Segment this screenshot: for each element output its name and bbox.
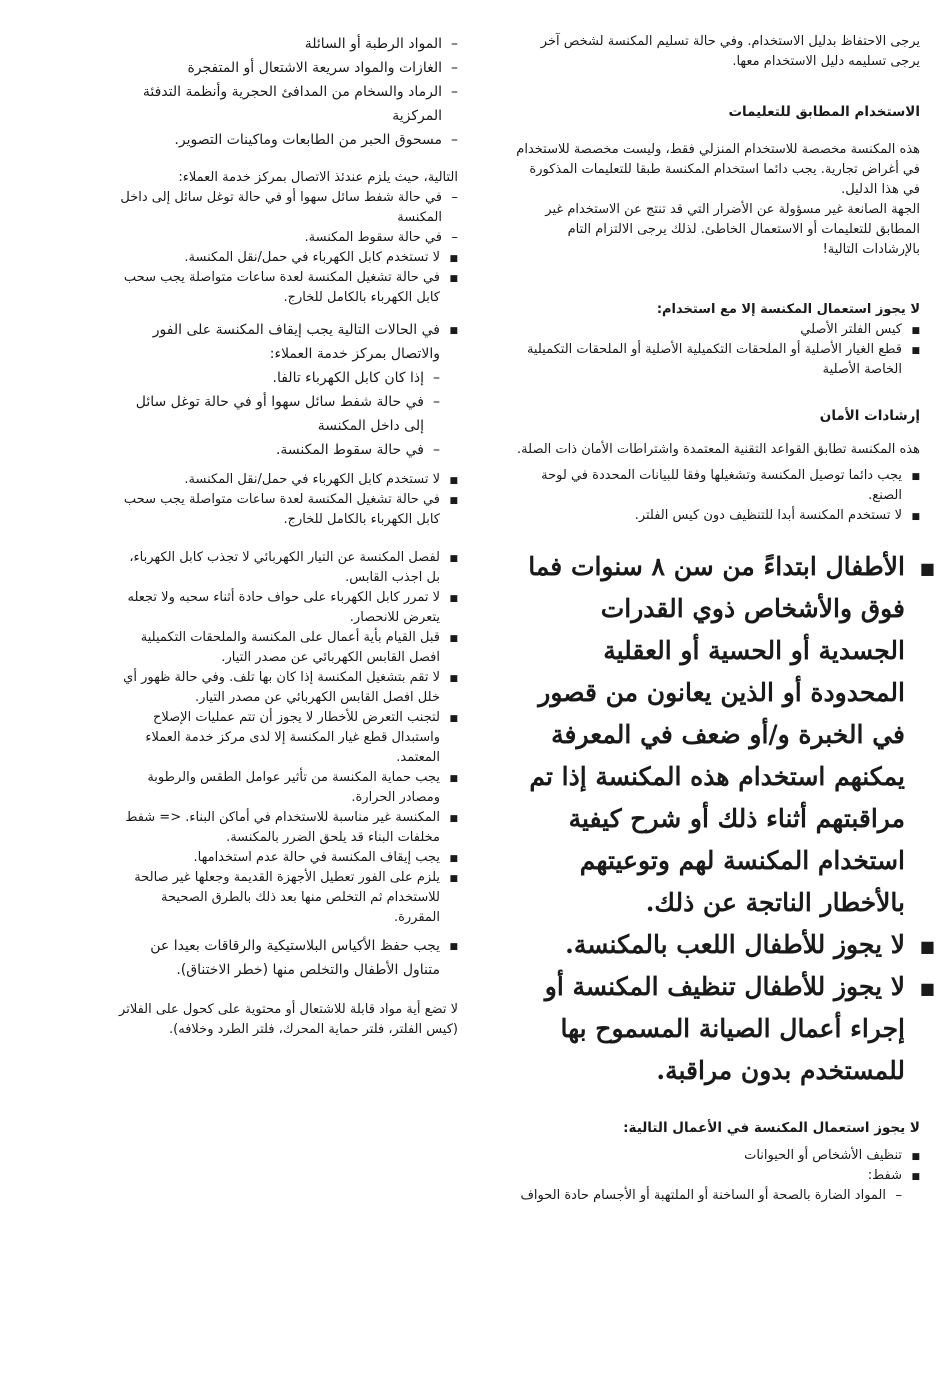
list-item: ■ قبل القيام بأية أعمال على المكنسة والملحقات التكميلية افصل القابس الكهربائي عن مصدر التيار. — [120, 628, 458, 668]
intro-paragraph: يرجى الاحتفاظ بدليل الاستخدام. وفي حالة تسليم المكنسة لشخص آخر يرجى تسليمه دليل الاستخدام معها. — [540, 34, 920, 69]
list-item: – الرماد والسخام من المدافئ الحجرية وأنظمة التدفئة المركزية — [120, 80, 458, 128]
list-item: ■ يجب إيقاف المكنسة في حالة عدم استخدامها. — [120, 848, 458, 868]
cable-list-1 — [120, 248, 458, 308]
safety-list — [515, 466, 920, 526]
safety-paragraph: هذه المكنسة تطابق القواعد التقنية المعتمدة واشتراطات الأمان ذات الصلة. — [517, 442, 920, 457]
stop-cases-list — [120, 318, 458, 462]
plastic-bags-list — [120, 934, 458, 982]
list-item: ■ لا تقم بتشغيل المكنسة إذا كان بها تلف. وفي حالة ظهور أي خلل افصل القابس الكهربائي عن مصدر التيار. — [120, 668, 458, 708]
left-column — [120, 32, 458, 1040]
list-item: ■ لا تمرر كابل الكهرباء على حواف حادة أثناء سحبه ولا تجعله يتعرض للانحصار. — [120, 588, 458, 628]
list-item: ■ قطع الغيار الأصلية أو الملحقات التكميلية الأصلية أو الملحقات التكميلية الخاصة الأصلية — [515, 340, 920, 380]
list-item: – في حالة شفط سائل سهوا أو في حالة توغل سائل إلى داخل المكنسة — [120, 188, 458, 228]
cable-list-2 — [120, 470, 458, 530]
list-item: ■ لا تستخدم كابل الكهرباء في حمل/نقل المكنسة. — [120, 470, 458, 490]
list-item: – الغازات والمواد سريعة الاشتعال أو المتفجرة — [120, 56, 458, 80]
list-item: ■ يلزم على الفور تعطيل الأجهزة القديمة وجعلها غير صالحة للاستخدام ثم التخلص منها بعد ذلك بالطرق الصحيحة المقررة. — [120, 868, 458, 928]
list-item: ■ في حالة تشغيل المكنسة لعدة ساعات متواصلة يجب سحب كابل الكهرباء بالكامل للخارج. — [120, 268, 458, 308]
stop-cases-sublist — [120, 366, 440, 462]
only-with-heading: لا يجوز استعمال المكنسة إلا مع استخدام: — [656, 302, 920, 317]
stop-cases-text: في الحالات التالية يجب إيقاف المكنسة على الفور والاتصال بمركز خدمة العملاء: — [152, 322, 440, 362]
list-item: ■ كيس الفلتر الأصلي — [515, 320, 920, 340]
proper-use-heading: الاستخدام المطابق للتعليمات — [728, 104, 920, 120]
continued-paragraph: التالية، حيث يلزم عندئذ الاتصال بمركز خدمة العملاء: — [178, 170, 458, 185]
not-for-heading: لا يجوز استعمال المكنسة في الأعمال التالية: — [623, 1120, 920, 1136]
list-item: ■ المكنسة غير مناسبة للاستخدام في أماكن البناء. <= شفط مخلفات البناء قد يلحق الضرر بالمكنسة. — [120, 808, 458, 848]
list-item: – إذا كان كابل الكهرباء تالفا. — [120, 366, 440, 390]
suction-label: شفط: — [867, 1168, 902, 1183]
list-item: ■ لا تستخدم كابل الكهرباء في حمل/نقل المكنسة. — [120, 248, 458, 268]
list-item: – في حالة سقوط المكنسة. — [120, 228, 458, 248]
not-for-list — [515, 1146, 920, 1206]
list-item: – مسحوق الحبر من الطابعات وماكينات التصوير. — [120, 128, 458, 152]
list-item: – في حالة سقوط المكنسة. — [120, 438, 440, 462]
proper-use-paragraph-2: الجهة الصانعة غير مسؤولة عن الأضرار التي قد تنتج عن الاستخدام غير المطابق للتعليمات أو الاستعمال الخاطئ. لذلك يرجى الالتزام التام بالإرشادات التالية! — [545, 202, 920, 257]
list-item: ■ لتجنب التعرض للأخطار لا يجوز أن تتم عمليات الإصلاح واستبدال قطع غيار المكنسة إلا لدى مركز خدمة العملاء المعتمد. — [120, 708, 458, 768]
children-warning-list — [525, 546, 935, 1092]
right-column — [515, 32, 920, 1206]
suction-materials-list — [120, 32, 458, 152]
service-cases-list — [120, 188, 458, 248]
only-with-list — [515, 320, 920, 380]
list-item — [120, 318, 458, 462]
safety-heading: إرشادات الأمان — [819, 408, 920, 424]
list-item: ■ في حالة تشغيل المكنسة لعدة ساعات متواصلة يجب سحب كابل الكهرباء بالكامل للخارج. — [120, 490, 458, 530]
list-item — [515, 1166, 920, 1206]
list-item: ■ يجب حماية المكنسة من تأثير عوامل الطقس والرطوبة ومصادر الحرارة. — [120, 768, 458, 808]
general-safety-list — [120, 548, 458, 928]
flammable-warning: لا تضع أية مواد قابلة للاشتعال أو محتوية على كحول على الفلاتر (كيس الفلتر، فلتر حماية المحرك، فلتر الطرد وخلافه). — [119, 1002, 458, 1037]
list-item: ■ يجب دائما توصيل المكنسة وتشغيلها وفقا للبيانات المحددة في لوحة الصنع. — [515, 466, 920, 506]
list-item: – المواد الضارة بالصحة أو الساخنة أو الملتهبة أو الأجسام حادة الحواف — [515, 1186, 902, 1206]
list-item: ■ يجب حفظ الأكياس البلاستيكية والرقاقات بعيدا عن متناول الأطفال والتخلص منها (خطر الاختناق). — [120, 934, 458, 982]
list-item: – في حالة شفط سائل سهوا أو في حالة توغل سائل إلى داخل المكنسة — [120, 390, 440, 438]
list-item: ■ لفصل المكنسة عن التيار الكهربائي لا تجذب كابل الكهرباء، بل اجذب القابس. — [120, 548, 458, 588]
list-item: ■ الأطفال ابتداءً من سن ٨ سنوات فما فوق والأشخاص ذوي القدرات الجسدية أو الحسية أو العقلية المحدودة أو الذين يعانون من قصور في الخبرة و/أو ضعف في المعرفة يمكنهم استخدام هذه المكنسة إذا تم مراقبتهم أثناء ذلك أو شرح كيفية استخدام المكنسة لهم وتوعيتهم بالأخطار الناتجة عن ذلك. — [525, 546, 935, 924]
proper-use-paragraph-1: هذه المكنسة مخصصة للاستخدام المنزلي فقط، وليست مخصصة للاستخدام في أغراض تجارية. يجب دائما استخدام المكنسة طبقا للتعليمات المذكورة في هذا الدليل. — [516, 142, 920, 197]
list-item: – المواد الرطبة أو السائلة — [120, 32, 458, 56]
list-item: ■ لا تستخدم المكنسة أبدا للتنظيف دون كيس الفلتر. — [515, 506, 920, 526]
list-item: ■ لا يجوز للأطفال اللعب بالمكنسة. — [525, 924, 935, 966]
list-item: ■ تنظيف الأشخاص أو الحيوانات — [515, 1146, 920, 1166]
suction-sublist — [515, 1186, 902, 1206]
list-item: ■ لا يجوز للأطفال تنظيف المكنسة أو إجراء أعمال الصيانة المسموح بها للمستخدم بدون مراقبة. — [525, 966, 935, 1092]
